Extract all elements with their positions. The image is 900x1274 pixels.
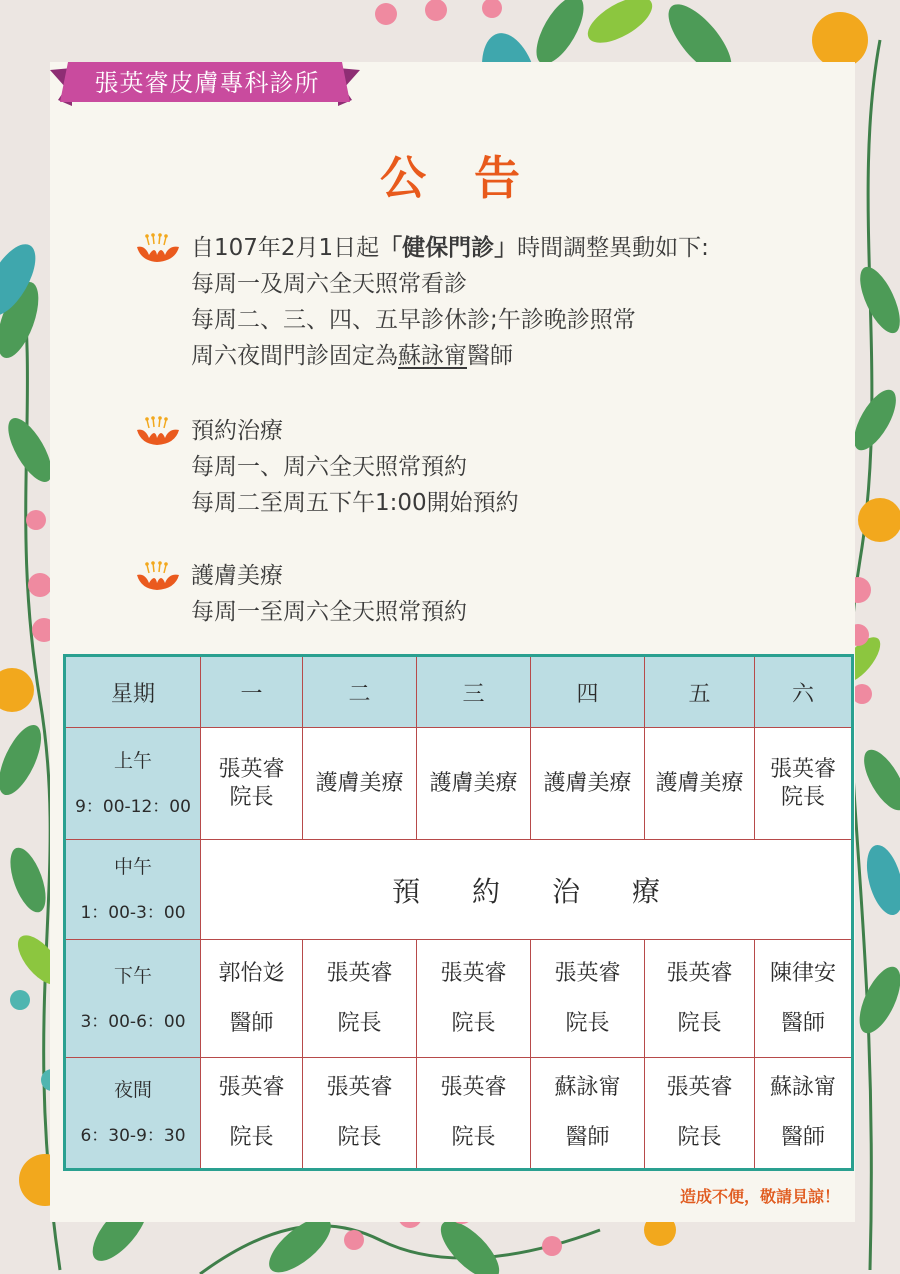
cell-line: 張英睿 (326, 1075, 393, 1100)
section-heading: 護膚美療 (191, 563, 283, 589)
cell-line: 院長 (677, 1125, 722, 1150)
cell-line: 郭怡彣 (218, 960, 285, 986)
table-cell (645, 728, 755, 840)
cell-line: 張英睿 (440, 1075, 507, 1100)
line-text: 醫師 (467, 343, 513, 369)
cell-line: 護膚美療 (429, 770, 518, 796)
table-cell (417, 728, 531, 840)
table-cell (201, 728, 303, 840)
orange-flower-bullet-icon (135, 561, 181, 591)
clinic-schedule-table (63, 654, 854, 1171)
cell-line: 院長 (337, 1125, 382, 1150)
slot-morning (65, 728, 201, 840)
doctor-name-underlined: 蘇詠甯 (398, 343, 467, 369)
table-cell (303, 1058, 417, 1170)
table-cell (645, 1058, 755, 1170)
section-appointment-treatment (135, 413, 519, 521)
table-cell (303, 940, 417, 1058)
clinic-name-banner (50, 60, 360, 110)
header-mon: 一 (201, 656, 303, 728)
header-tue: 二 (303, 656, 417, 728)
line-text: 周六夜間門診固定為 (191, 343, 398, 369)
table-cell (531, 728, 645, 840)
section-heading: 預約治療 (191, 418, 283, 444)
slot-name: 中午 (113, 855, 152, 878)
cell-line: 張英睿 (769, 756, 836, 782)
cell-line: 院長 (565, 1010, 610, 1036)
table-cell (645, 940, 755, 1058)
slot-time: 1：00-3：00 (80, 902, 186, 923)
orange-flower-bullet-icon (135, 233, 181, 263)
table-cell (531, 940, 645, 1058)
table-cell (417, 1058, 531, 1170)
table-cell (531, 1058, 645, 1170)
table-cell (303, 728, 417, 840)
section-line: 每周一至周六全天照常預約 (191, 599, 467, 625)
clinic-name: 張英睿皮膚專科診所 (94, 69, 320, 97)
section-heading-highlight: 「健保門診」 (379, 235, 518, 261)
table-row-morning (65, 728, 853, 840)
cell-line: 院長 (229, 784, 274, 810)
apology-note: 造成不便，敬請見諒！ (679, 1187, 840, 1206)
cell-line: 張英睿 (218, 756, 285, 782)
slot-afternoon (65, 940, 201, 1058)
slot-evening (65, 1058, 201, 1170)
cell-line: 院長 (451, 1125, 496, 1150)
cell-line: 張英睿 (666, 1075, 733, 1100)
header-thu: 四 (531, 656, 645, 728)
section-heading-part: 時間調整異動如下: (517, 235, 709, 261)
notice-title: 公告 (380, 151, 568, 205)
section-line: 每周一及周六全天照常看診 (191, 271, 467, 297)
header-weekday: 星期 (65, 656, 201, 728)
cell-line: 蘇詠甯 (769, 1075, 836, 1100)
slot-time: 9：00-12：00 (75, 796, 191, 817)
cell-line: 陳律安 (769, 960, 836, 986)
header-fri: 五 (645, 656, 755, 728)
cell-line: 張英睿 (326, 960, 393, 986)
table-cell (755, 940, 853, 1058)
cell-line: 醫師 (780, 1010, 825, 1036)
cell-line: 護膚美療 (315, 770, 404, 796)
table-header-row (65, 656, 853, 728)
cell-line: 院長 (229, 1125, 274, 1150)
table-cell (755, 728, 853, 840)
slot-name: 夜間 (113, 1079, 152, 1101)
cell-line: 蘇詠甯 (554, 1075, 621, 1100)
slot-noon (65, 840, 201, 940)
section-heading-part: 自107年2月1日起 (191, 235, 380, 261)
noon-appointment-cell: 預約治療 (201, 840, 853, 940)
section-line (135, 338, 709, 374)
cell-line: 醫師 (780, 1125, 825, 1150)
cell-line: 院長 (337, 1010, 382, 1036)
table-cell (201, 1058, 303, 1170)
cell-line: 護膚美療 (655, 770, 744, 796)
section-line: 每周二至周五下午1:00開始預約 (191, 490, 519, 516)
table-row-noon (65, 840, 853, 940)
cell-line: 張英睿 (666, 960, 733, 986)
cell-line: 張英睿 (554, 960, 621, 986)
slot-time: 6：30-9：30 (80, 1126, 186, 1146)
header-wed: 三 (417, 656, 531, 728)
cell-line: 院長 (677, 1010, 722, 1036)
table-row-evening (65, 1058, 853, 1170)
header-sat: 六 (755, 656, 853, 728)
section-line: 每周二、三、四、五早診休診;午診晚診照常 (191, 307, 636, 333)
table-row-afternoon (65, 940, 853, 1058)
orange-flower-bullet-icon (135, 416, 181, 446)
section-line: 每周一、周六全天照常預約 (191, 454, 467, 480)
slot-name: 上午 (113, 749, 152, 772)
cell-line: 院長 (451, 1010, 496, 1036)
cell-line: 張英睿 (440, 960, 507, 986)
cell-line: 護膚美療 (543, 770, 632, 796)
cell-line: 張英睿 (218, 1075, 285, 1100)
section-nhi-hours (135, 230, 709, 374)
cell-line: 院長 (780, 784, 825, 810)
table-cell (755, 1058, 853, 1170)
cell-line: 醫師 (565, 1125, 610, 1150)
table-cell (201, 940, 303, 1058)
table-cell (417, 940, 531, 1058)
slot-time: 3：00-6：00 (80, 1011, 186, 1032)
section-skincare (135, 558, 467, 630)
slot-name: 下午 (113, 964, 152, 987)
cell-line: 醫師 (229, 1010, 274, 1036)
